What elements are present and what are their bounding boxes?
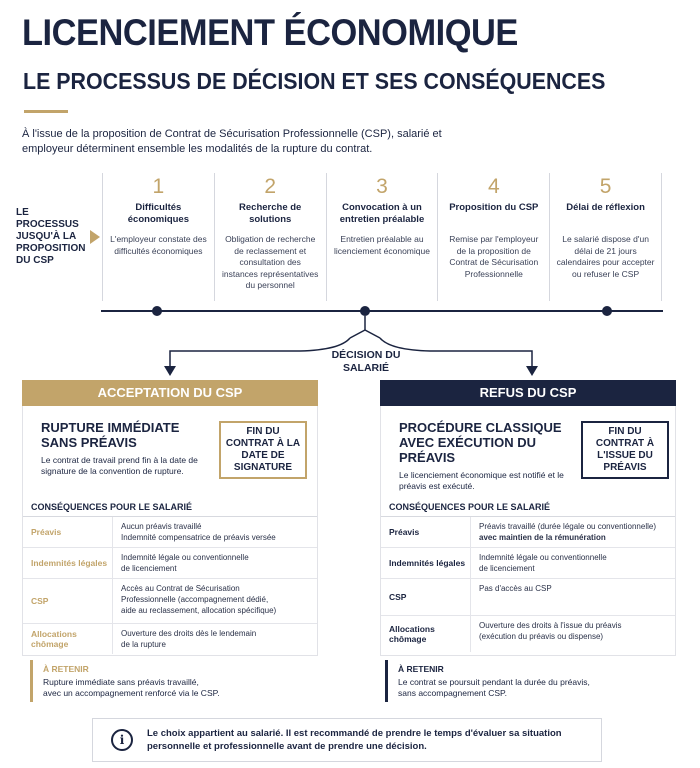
step-title: Proposition du CSP <box>449 202 539 213</box>
step-description: Remise par l'employeur de la proposition de Contrat de Sécurisation Professionnelle <box>449 234 539 279</box>
table-row <box>23 548 317 579</box>
step-title: Convocation à un entretien préalable <box>339 202 425 225</box>
step-title: Délai de réflexion <box>566 202 645 213</box>
page-subtitle: LE PROCESSUS DE DÉCISION ET SES CONSÉQUENCES <box>23 68 606 94</box>
refusal-rupture-title: PROCÉDURE CLASSIQUE AVEC EXÉCUTION DU PRÉAVIS <box>399 420 562 465</box>
table-row <box>381 616 675 652</box>
row-value: Ouverture des droits dès le lendemain de la rupture <box>121 629 257 649</box>
refusal-rupture-desc: Le licenciement économique est notifié et le préavis est exécuté. <box>399 470 564 491</box>
acceptance-end-box: FIN DU CONTRAT À LA DATE DE SIGNATURE <box>219 421 307 479</box>
info-note <box>92 718 602 762</box>
step-number: 3 <box>376 175 388 198</box>
decision-branch-arrows <box>0 0 700 380</box>
acceptance-consequences-title: CONSÉQUENCES POUR LE SALARIÉ <box>23 502 317 517</box>
step-title: Recherche de solutions <box>239 202 302 225</box>
retenir-text: Rupture immédiate sans préavis travaillé, avec un accompagnement renforcé via le CSP. <box>43 677 220 698</box>
acceptance-panel <box>22 406 318 656</box>
step-number: 4 <box>487 175 500 198</box>
step-description: Le salarié dispose d'un délai de 21 jours calendaires pour accepter ou refuser le CSP <box>556 234 655 279</box>
retenir-title: À RETENIR <box>398 664 444 674</box>
table-row <box>23 579 317 624</box>
row-key: Préavis <box>23 517 113 547</box>
refusal-retenir <box>385 660 655 702</box>
retenir-text: Le contrat se poursuit pendant la durée du préavis, sans accompagnement CSP. <box>398 677 590 698</box>
page-title: LICENCIEMENT ÉCONOMIQUE <box>22 12 518 53</box>
step-description: Obligation de recherche de reclassement et consultation des instances représentatives du personnel <box>222 234 319 290</box>
row-key: Préavis <box>381 517 471 547</box>
refusal-panel <box>380 406 676 656</box>
step-description: L'employeur constate des difficultés économiques <box>110 234 207 256</box>
refusal-header: REFUS DU CSP <box>380 380 676 406</box>
process-label: LE PROCESSUS JUSQU'À LA PROPOSITION DU CSP <box>16 207 86 266</box>
refusal-end-box: FIN DU CONTRAT À L'ISSUE DU PRÉAVIS <box>581 421 669 479</box>
row-key: Allocations chômage <box>23 624 113 654</box>
row-value: Pas d'accès au CSP <box>479 584 552 593</box>
row-value: Indemnité légale ou conventionnelle de licenciement <box>121 553 249 573</box>
table-row <box>381 548 675 579</box>
note-text: Le choix appartient au salarié. Il est recommandé de prendre le temps d'évaluer sa situation personnelle et professionnelle avant de prendre une décision. <box>147 728 562 752</box>
row-key: Indemnités légales <box>381 548 471 578</box>
row-key: Indemnités légales <box>23 548 113 578</box>
step-title: Difficultés économiques <box>127 202 190 225</box>
retenir-title: À RETENIR <box>43 664 89 674</box>
table-row <box>23 517 317 548</box>
row-key: Allocations chômage <box>381 616 471 652</box>
acceptance-rupture-title: RUPTURE IMMÉDIATE SANS PRÉAVIS <box>41 420 180 450</box>
acceptance-rupture-desc: Le contrat de travail prend fin à la date de signature de la convention de rupture. <box>41 455 198 476</box>
refusal-consequences-title: CONSÉQUENCES POUR LE SALARIÉ <box>381 502 675 517</box>
table-row <box>381 579 675 616</box>
row-value: Ouverture des droits à l'issue du préavis (exécution du préavis ou dispense) <box>479 621 622 641</box>
row-value: Indemnité légale ou conventionnelle de licenciement <box>479 553 607 573</box>
row-key: CSP <box>23 579 113 623</box>
acceptance-retenir <box>30 660 300 702</box>
row-value: Aucun préavis travaillé Indemnité compensatrice de préavis versée <box>121 522 276 542</box>
row-key: CSP <box>381 579 471 615</box>
row-value: Préavis travaillé (durée légale ou conventionnelle) avec maintien de la rémunération <box>479 522 656 542</box>
intro-text: À l'issue de la proposition de Contrat de Sécurisation Professionnelle (CSP), salarié et employeur déterminent ensemble les modalités de la rupture du contrat. <box>22 128 442 155</box>
table-row <box>381 517 675 548</box>
step-number: 5 <box>599 175 612 198</box>
step-number: 1 <box>152 175 165 198</box>
table-row <box>23 624 317 654</box>
info-icon: i <box>111 729 133 751</box>
acceptance-header: ACCEPTATION DU CSP <box>22 380 318 406</box>
step-number: 2 <box>264 175 277 198</box>
decision-label: DÉCISION DU SALARIÉ <box>331 349 401 374</box>
step-description: Entretien préalable au licenciement économique <box>334 234 430 256</box>
row-value: Accès au Contrat de Sécurisation Professionnelle (accompagnement dédié, aide au reclassement, allocation spécifique) <box>121 584 277 615</box>
